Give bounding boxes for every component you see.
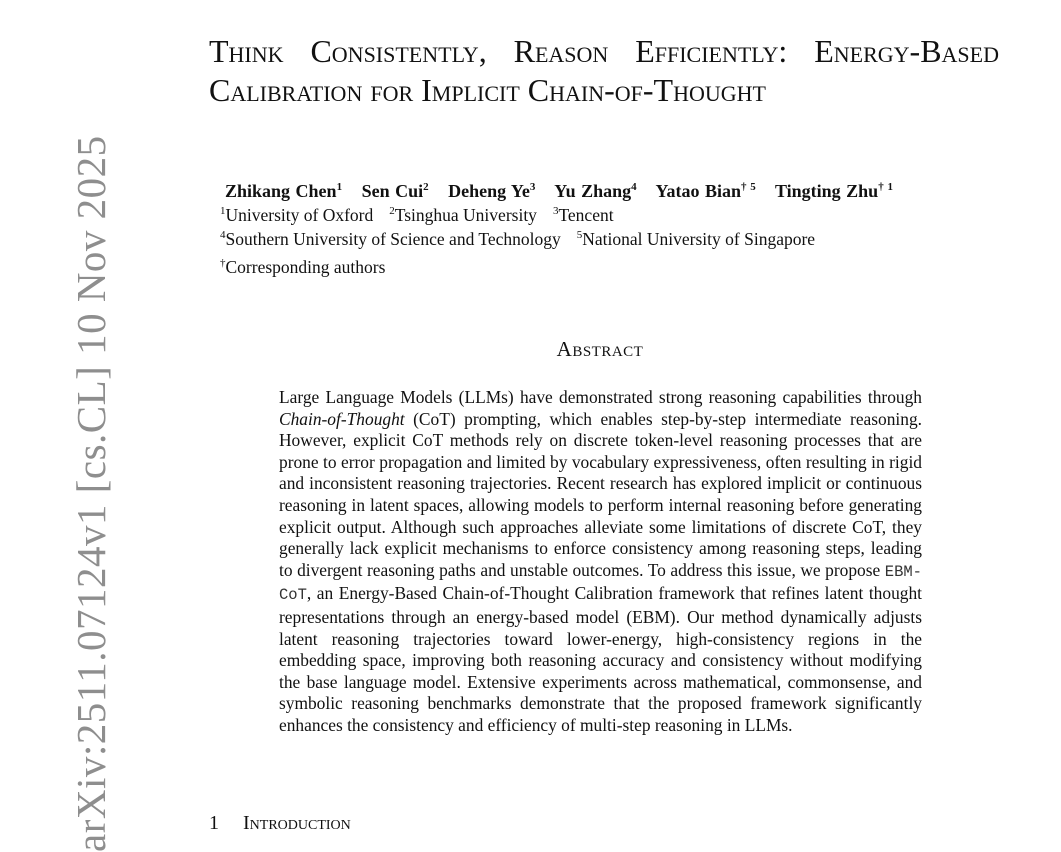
author-mark: 3	[529, 181, 536, 193]
corresponding-authors-note	[220, 257, 1000, 278]
abstract-text: , an Energy-Based Chain-of-Thought Calibration framework that refines latent thought representations through an energy-based model (EBM). Our method dynamically adjusts latent reasoning trajectories toward lower-energy, high-consistency regions in the embedding space, improving both reasoning accuracy and consistency without modifying the base language model. Extensive experiments across mathematical, commonsense, and symbolic reasoning benchmarks demonstrate that the proposed framework significantly enhances the consistency and efficiency of multi-step reasoning in LLMs.	[279, 583, 922, 735]
abstract-text: Large Language Models (LLMs) have demonstrated strong reasoning capabilities through	[279, 387, 922, 407]
author	[225, 181, 342, 201]
author	[775, 181, 893, 201]
arxiv-watermark-text: arXiv:2511.07124v1 [cs.CL] 10 Nov 2025	[68, 135, 114, 852]
paper-title: Think Consistently, Reason Efficiently: Energy-Based Calibration for Implicit Chain-of-Thought	[209, 33, 999, 108]
section-title: Introduction	[243, 812, 351, 834]
affiliation-name: Tencent	[558, 205, 614, 225]
author-mark: 2	[423, 181, 429, 193]
affiliation-name: National University of Singapore	[582, 229, 816, 249]
affiliation-mark: 1	[220, 205, 226, 218]
affiliation-line-2	[220, 229, 1000, 250]
abstract-heading: Abstract	[556, 337, 644, 361]
abstract-body	[279, 387, 922, 737]
author	[448, 181, 535, 201]
corresponding-text: Corresponding authors	[225, 257, 386, 277]
affiliation-mark: 5	[576, 229, 583, 242]
author-list	[225, 181, 1005, 202]
author-name: Yatao Bian	[655, 181, 742, 201]
affiliation-mark: 4	[220, 229, 226, 242]
affiliation-name: Southern University of Science and Technology	[225, 229, 561, 249]
author-mark: † 1	[878, 181, 893, 193]
author-name: Sen Cui	[361, 181, 424, 201]
abstract-emphasis: Chain-of-Thought	[279, 408, 405, 429]
author	[656, 181, 756, 201]
affiliation-name: Tsinghua University	[394, 205, 537, 225]
author-name: Yu Zhang	[554, 181, 632, 201]
abstract-text: (CoT) prompting, which enables step-by-step intermediate reasoning. However, explicit CoT methods rely on discrete token-level reasoning processes that are prone to error propagation and limited by vocabulary expressiveness, often resulting in rigid and inconsistent reasoning trajectories. Recent research has explored implicit or continuous reasoning in latent spaces, allowing models to perform internal reasoning before generating explicit output. Although such approaches alleviate some limitations of discrete CoT, they generally lack explicit mechanisms to enforce consistency among reasoning steps, leading to divergent reasoning paths and unstable outcomes. To address this issue, we propose	[279, 408, 922, 580]
section-heading	[209, 812, 351, 835]
author-name: Zhikang Chen	[225, 181, 337, 201]
affiliation-line-1	[220, 205, 1000, 226]
affiliation-mark: 2	[389, 205, 395, 218]
section-number: 1	[209, 812, 219, 834]
author-name: Tingting Zhu	[774, 181, 879, 201]
author-mark: † 5	[741, 181, 756, 193]
author	[362, 181, 429, 201]
author-name: Deheng Ye	[448, 181, 530, 201]
author-mark: 4	[631, 181, 637, 193]
affiliation-mark: 3	[552, 205, 559, 218]
author-mark: 1	[336, 181, 343, 193]
dagger-mark: †	[220, 257, 226, 270]
method-name: EBM-CoT	[279, 562, 922, 605]
author	[554, 181, 636, 201]
affiliation-name: University of Oxford	[225, 205, 374, 225]
arxiv-watermark	[22, 135, 114, 852]
